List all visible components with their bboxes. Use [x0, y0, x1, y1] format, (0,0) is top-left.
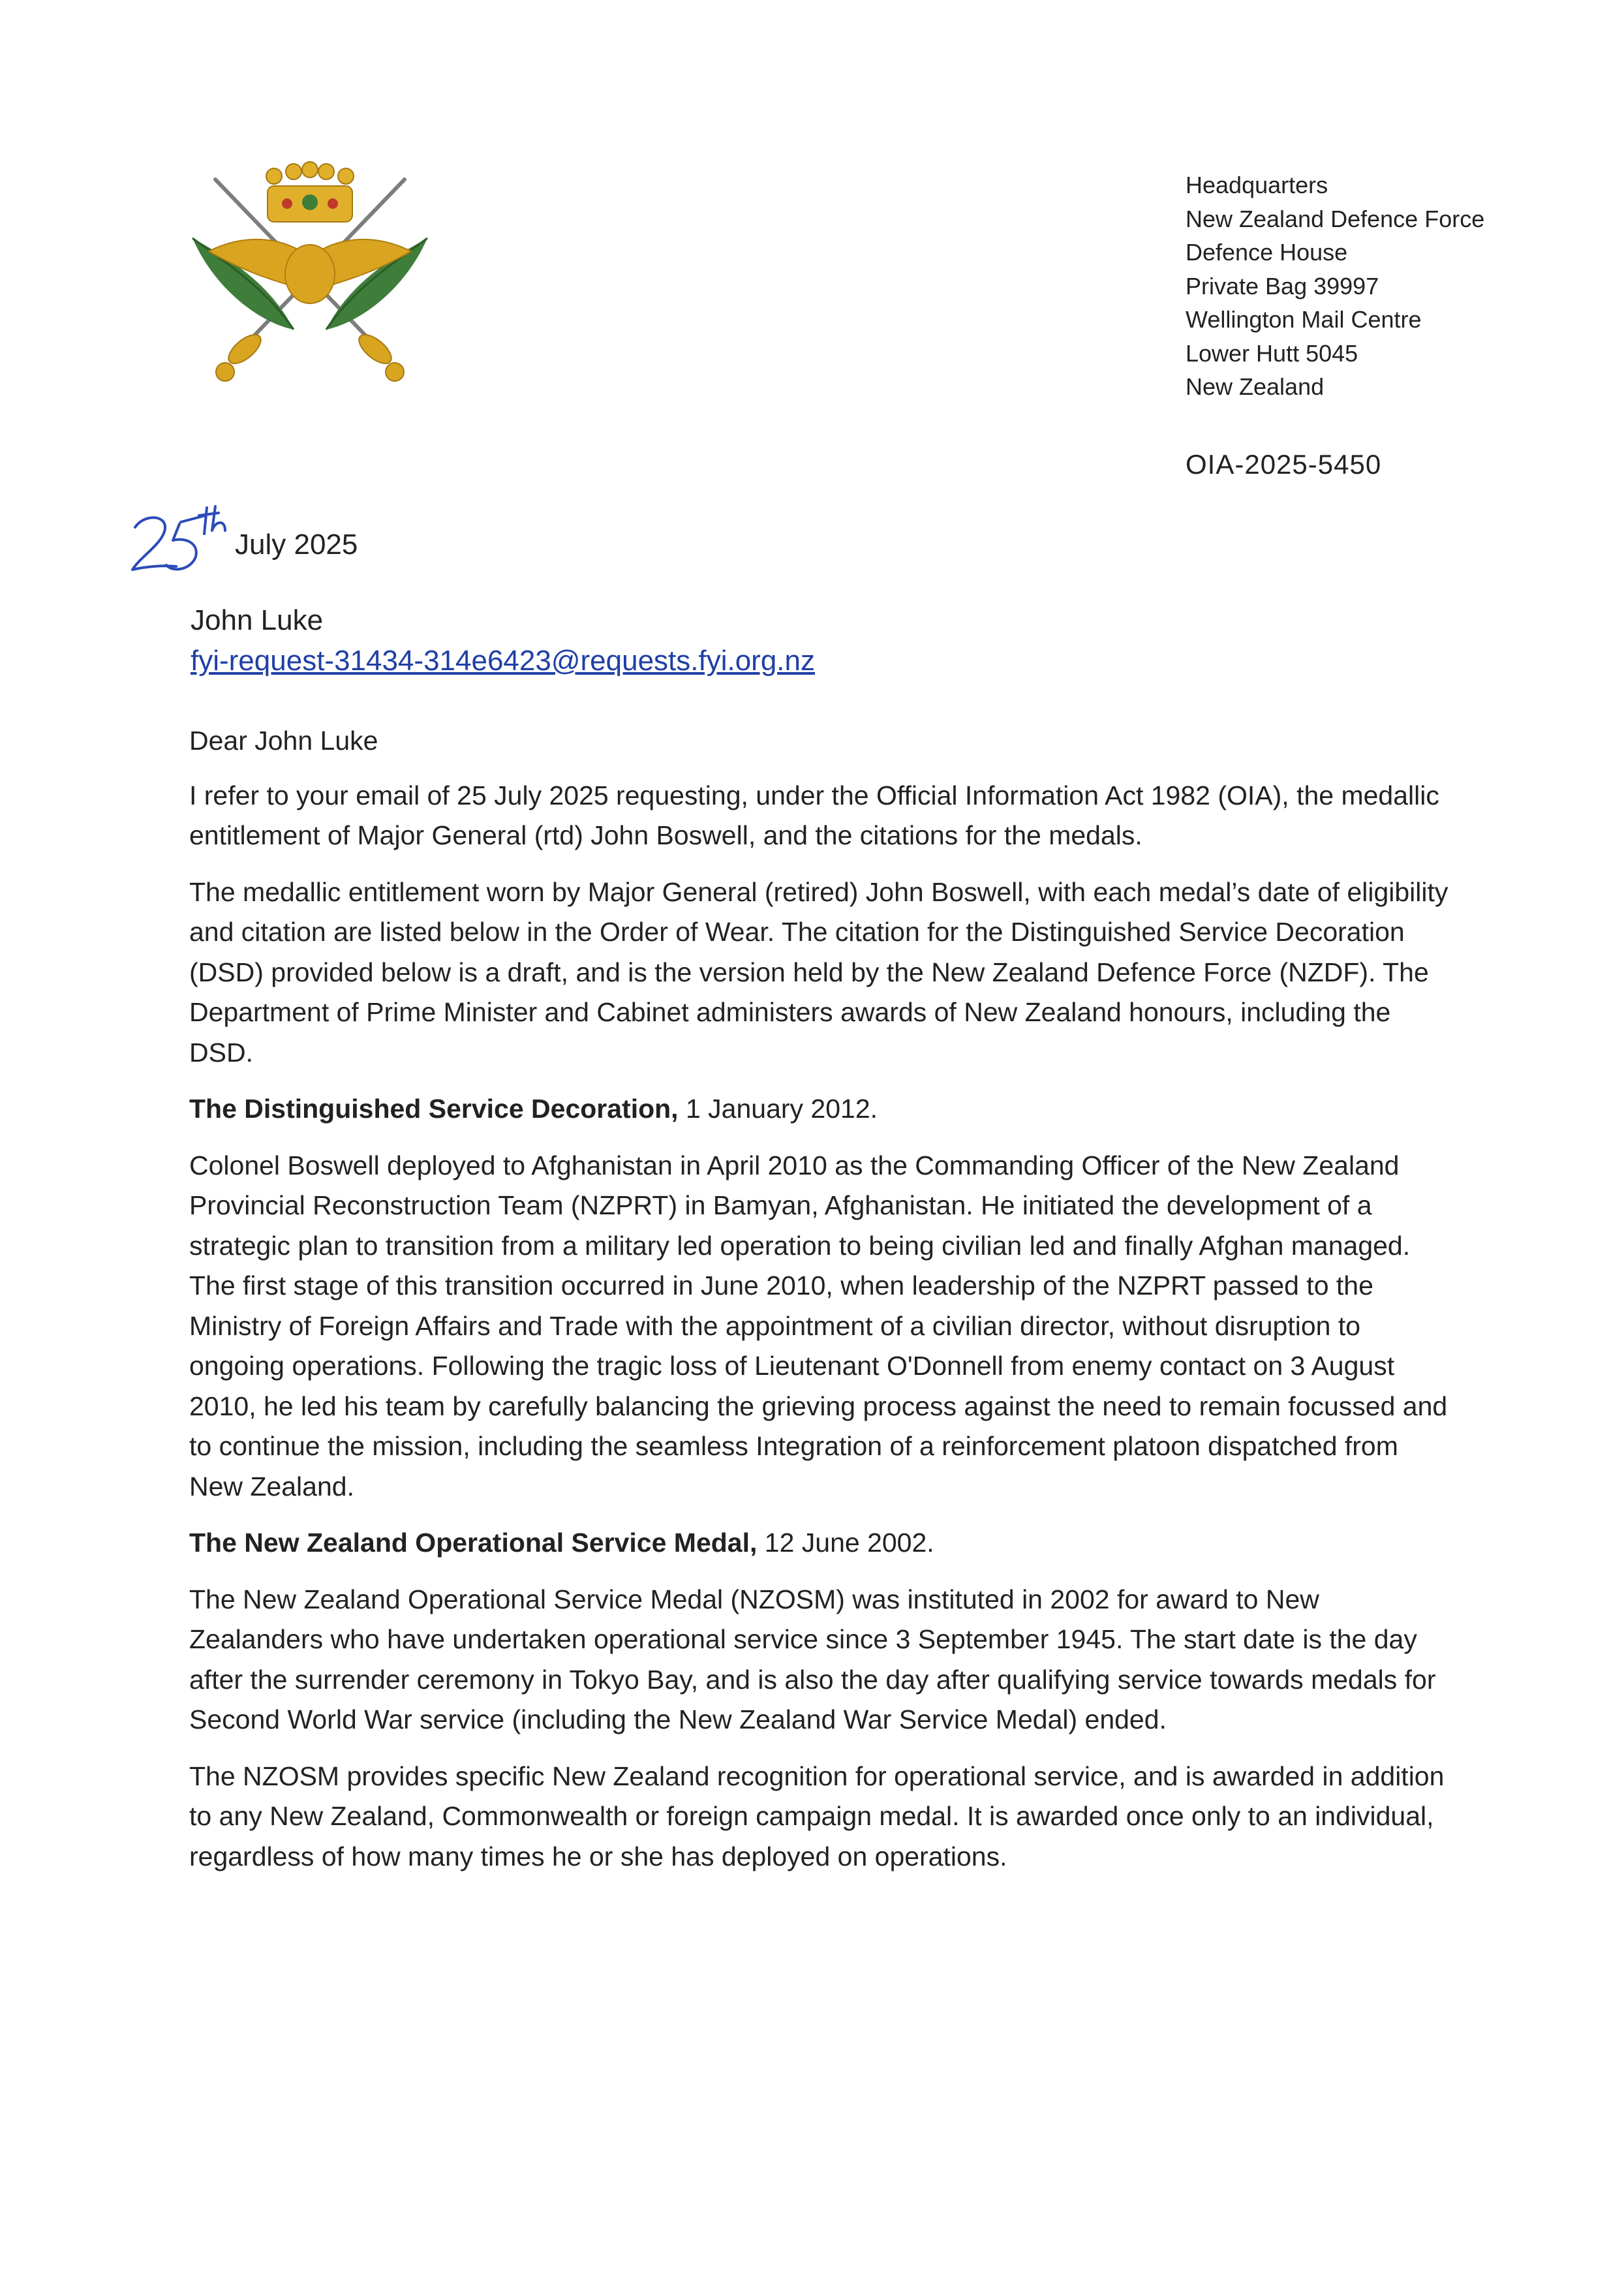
reference-number: OIA-2025-5450 [1186, 449, 1382, 480]
dsd-heading-title: The Distinguished Service Decoration, [189, 1094, 679, 1124]
letter-body [189, 721, 1448, 1893]
nzosm-heading-date: 12 June 2002. [757, 1528, 934, 1558]
paragraph-dsd-citation: Colonel Boswell deployed to Afghanistan in April 2010 as the Commanding Officer of the New Zealand Provincial Reconstruction Team (NZPRT) in Bamyan, Afghanistan. He initiated the development of a strategic plan to transition from a military led operation to being civilian led and finally Afghan managed. The first stage of this transition occurred in June 2010, when leadership of the NZPRT passed to the Ministry of Foreign Affairs and Trade with the appointment of a civilian director, without disruption to ongoing operations. Following the tragic loss of Lieutenant O'Donnell from enemy contact on 3 August 2010, he led his team by carefully balancing the grieving process against the need to remain focussed and to continue the mission, including the seamless Integration of a reinforcement platoon dispatched from New Zealand. [189, 1150, 1448, 1501]
nzosm-heading [189, 1523, 1448, 1563]
dsd-heading-date: 1 January 2012. [678, 1094, 878, 1124]
salutation: Dear John Luke [189, 726, 378, 756]
dsd-heading [189, 1089, 1448, 1130]
nzdf-crest-icon [189, 140, 431, 395]
date-month-year: July 2025 [235, 529, 358, 561]
address-line: Headquarters [1186, 172, 1328, 198]
paragraph-intro: I refer to your email of 25 July 2025 requesting, under the Official Information Act 1982 (OIA), the medallic entitlement of Major General (rtd) John Boswell, and the citations for the medals. [189, 780, 1439, 850]
recipient-name: John Luke [191, 604, 324, 636]
paragraph-entitlement: The medallic entitlement worn by Major General (retired) John Boswell, with each medal’s date of eligibility and citation are listed below in the Order of Wear. The citation for the Distinguished Service Decoration (DSD) provided below is a draft, and is the version held by the New Zealand Defence Force (NZDF). The Department of Prime Minister and Cabinet administers awards of New Zealand honours, including the DSD. [189, 876, 1448, 1068]
paragraph-nzosm-2: The NZOSM provides specific New Zealand recognition for operational service, and is awarded in addition to any New Zealand, Commonwealth or foreign campaign medal. It is awarded once only to an individual, regardless of how many times he or she has deployed on operations. [189, 1761, 1445, 1871]
recipient-email-link[interactable]: fyi-request-31434-314e6423@requests.fyi.org.nz [191, 645, 815, 677]
address-line: New Zealand [1186, 373, 1325, 400]
address-line: New Zealand Defence Force [1186, 205, 1485, 232]
address-line: Private Bag 39997 [1186, 272, 1379, 300]
address-line: Wellington Mail Centre [1186, 306, 1422, 333]
handwritten-day [127, 501, 238, 579]
recipient-block [191, 600, 815, 681]
address-line: Lower Hutt 5045 [1186, 339, 1358, 367]
sender-address [1186, 168, 1484, 404]
nzosm-heading-title: The New Zealand Operational Service Medal, [189, 1528, 758, 1558]
address-line: Defence House [1186, 239, 1348, 266]
paragraph-nzosm-1: The New Zealand Operational Service Medal (NZOSM) was instituted in 2002 for award to New Zealanders who have undertaken operational service since 3 September 1945. The start date is the day after the surrender ceremony in Tokyo Bay, and is also the day after qualifying service towards medals for Second World War service (including the New Zealand War Service Medal) ended. [189, 1584, 1436, 1734]
